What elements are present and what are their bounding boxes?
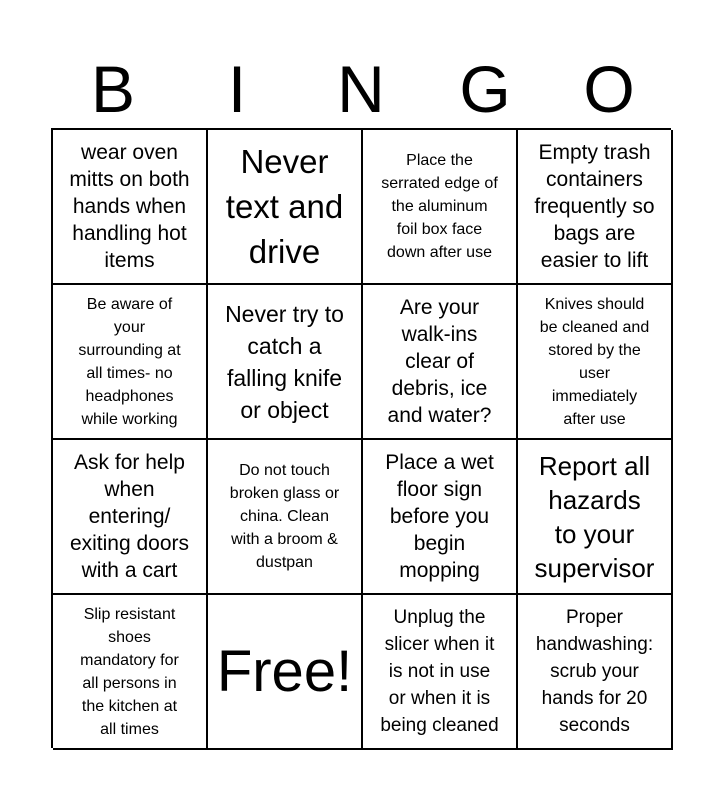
header-letter-o: O [583,52,635,126]
header-letter-i: I [227,52,247,126]
bingo-cell[interactable] [518,595,673,750]
bingo-cell[interactable] [363,440,518,595]
bingo-cell[interactable] [363,595,518,750]
cell-text: Do not touch broken glass or china. Clean with a broom & dustpan [229,462,340,571]
cell-text: Place a wet floor sign before you begin mopping [385,451,494,582]
header-letter-b: B [90,52,136,126]
bingo-board [51,128,671,748]
cell-text: Report all hazards to your supervisor [534,450,655,583]
bingo-cell[interactable] [53,595,208,750]
bingo-cell-free[interactable] [208,595,363,750]
cell-text: Be aware of your surrounding at all times- no headphones while working [78,295,181,428]
bingo-cell[interactable] [53,285,208,440]
bingo-cell[interactable] [363,285,518,440]
cell-text: Proper handwashing: scrub your hands for 20 seconds [535,607,654,736]
bingo-cell[interactable] [208,130,363,285]
cell-text: Place the serrated edge of the aluminum foil box face down after use [381,152,498,261]
free-space-text: Free! [216,638,353,704]
cell-text: Slip resistant shoes mandatory for all persons in the kitchen at all times [80,605,179,738]
bingo-cell[interactable] [518,130,673,285]
bingo-cell[interactable] [363,130,518,285]
cell-text: Ask for help when entering/ exiting doors with a cart [69,451,190,582]
cell-text: Unplug the slicer when it is not in use or when it is being cleaned [380,607,499,736]
header-letter-n: N [337,52,385,126]
cell-text: Knives should be cleaned and stored by the user immediately after use [539,295,650,428]
bingo-header [51,50,671,128]
bingo-cell[interactable] [53,440,208,595]
bingo-cell[interactable] [208,285,363,440]
cell-text: wear oven mitts on both hands when handling hot items [69,141,190,272]
bingo-cell[interactable] [208,440,363,595]
cell-text: Never text and drive [225,143,344,270]
cell-text: Are your walk-ins clear of debris, ice and water? [387,296,492,427]
header-letter-g: G [459,52,511,126]
cell-text: Empty trash containers frequently so bags are easier to lift [534,141,655,272]
cell-text: Never try to catch a falling knife or object [225,300,344,423]
bingo-cell[interactable] [53,130,208,285]
bingo-cell[interactable] [518,285,673,440]
bingo-cell[interactable] [518,440,673,595]
